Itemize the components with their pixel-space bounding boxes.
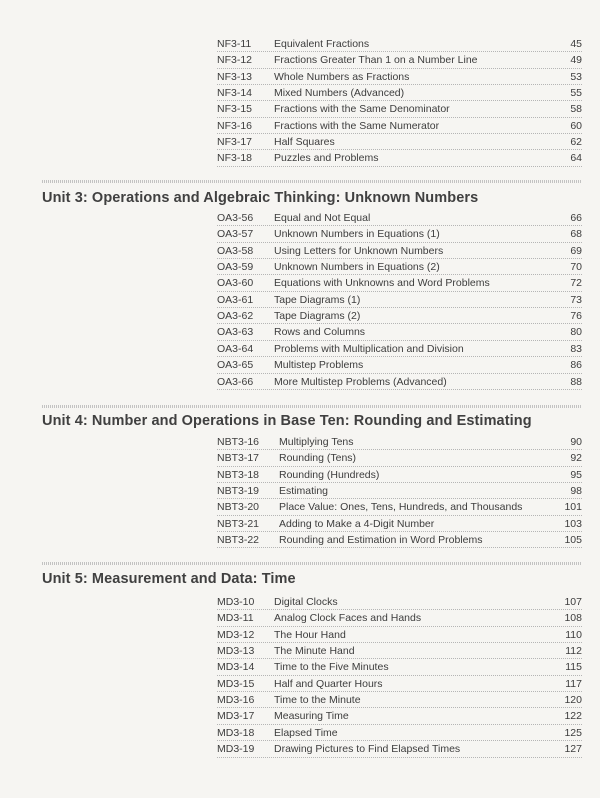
lesson-code: NF3-14: [217, 87, 253, 100]
lesson-code: OA3-62: [217, 310, 254, 323]
lesson-title: Half and Quarter Hours: [274, 677, 383, 690]
page-number: 122: [564, 710, 582, 723]
page-number: 101: [564, 501, 582, 514]
page-number: 108: [564, 612, 582, 625]
lesson-code: OA3-64: [217, 342, 254, 355]
page-number: 112: [565, 645, 582, 658]
page-number: 92: [570, 452, 582, 465]
lesson-code: NBT3-21: [217, 517, 260, 530]
lesson-code: NF3-18: [217, 152, 253, 165]
page-number: 117: [565, 677, 582, 690]
lesson-title: More Multistep Problems (Advanced): [274, 375, 447, 388]
page-number: 107: [564, 596, 582, 608]
lesson-code: OA3-56: [217, 212, 254, 224]
toc-entry: [217, 324, 582, 340]
lesson-title: Unknown Numbers in Equations (1): [274, 228, 440, 241]
lesson-title: Equal and Not Equal: [274, 212, 371, 224]
page-number: 86: [570, 359, 582, 372]
toc-entry: [217, 374, 582, 390]
toc-entry: [217, 36, 582, 52]
page-number: 110: [565, 628, 582, 641]
lesson-title: Tape Diagrams (1): [274, 293, 361, 306]
toc-entry: [217, 725, 582, 741]
lesson-title: Mixed Numbers (Advanced): [274, 87, 405, 100]
toc-entry: [217, 134, 582, 150]
toc-entry: [217, 692, 582, 708]
lesson-code: MD3-12: [217, 628, 255, 641]
lesson-title: The Minute Hand: [274, 645, 355, 658]
lesson-title: Analog Clock Faces and Hands: [274, 612, 422, 625]
toc-entry: [217, 483, 582, 499]
toc-entry: [217, 610, 582, 626]
lesson-title: Fractions with the Same Numerator: [274, 119, 440, 132]
lesson-code: MD3-17: [217, 710, 255, 723]
lesson-code: MD3-15: [217, 677, 255, 690]
toc-entry: [217, 357, 582, 373]
page-number: 53: [570, 70, 582, 83]
lesson-code: OA3-65: [217, 359, 254, 372]
lesson-code: MD3-16: [217, 694, 255, 707]
page-number: 70: [570, 261, 582, 274]
lesson-title: Problems with Multiplication and Division: [274, 342, 464, 355]
lesson-title: Puzzles and Problems: [274, 152, 379, 165]
page-number: 98: [570, 485, 582, 498]
section-divider: [42, 180, 582, 183]
toc-entry: [217, 101, 582, 117]
lesson-code: NF3-16: [217, 119, 253, 132]
lesson-title: Rounding (Tens): [279, 452, 357, 465]
page-number: 80: [570, 326, 582, 339]
toc-entry: [217, 118, 582, 134]
toc-entry: [217, 259, 582, 275]
toc-entry: [217, 450, 582, 466]
lesson-title: Half Squares: [274, 136, 335, 149]
toc-entry: [217, 594, 582, 610]
lesson-title: Equations with Unknowns and Word Problems: [274, 277, 490, 290]
lesson-title: Adding to Make a 4-Digit Number: [279, 517, 435, 530]
toc-entry: [217, 292, 582, 308]
lesson-code: NBT3-20: [217, 501, 260, 514]
lesson-code: NF3-13: [217, 70, 253, 83]
lesson-title: Multistep Problems: [274, 359, 364, 372]
page-number: 120: [564, 694, 582, 707]
page-number: 64: [570, 152, 582, 165]
lesson-code: OA3-60: [217, 277, 254, 290]
toc-entry: [217, 467, 582, 483]
toc-entry: [217, 676, 582, 692]
page-number: 60: [570, 119, 582, 132]
page-number: 69: [570, 244, 582, 257]
page-number: 49: [570, 54, 582, 67]
lesson-code: NF3-17: [217, 136, 253, 149]
toc-entry: [217, 243, 582, 259]
lesson-code: MD3-18: [217, 726, 255, 739]
lesson-code: NBT3-22: [217, 534, 260, 547]
page-number: 115: [565, 661, 582, 674]
page-number: 73: [570, 293, 582, 306]
lesson-title: Fractions with the Same Denominator: [274, 103, 450, 116]
lesson-code: NF3-11: [217, 38, 252, 50]
unit-heading: Unit 4: Number and Operations in Base Ten: Rounding and Estimating: [42, 413, 532, 429]
page-number: 55: [570, 87, 582, 100]
unit-heading: Unit 3: Operations and Algebraic Thinking: Unknown Numbers: [42, 190, 479, 206]
lesson-title: Tape Diagrams (2): [274, 310, 361, 323]
lesson-code: OA3-61: [217, 293, 254, 306]
lesson-code: NBT3-19: [217, 485, 260, 498]
page-number: 76: [570, 310, 582, 323]
page-number: 83: [570, 342, 582, 355]
lesson-title: Digital Clocks: [274, 596, 338, 608]
lesson-title: Multiplying Tens: [279, 436, 354, 448]
toc-entry: [217, 516, 582, 532]
lesson-title: Fractions Greater Than 1 on a Number Line: [274, 54, 478, 67]
toc-entry: [217, 150, 582, 166]
section-divider: [42, 405, 582, 408]
page-number: 88: [570, 375, 582, 388]
page-number: 72: [570, 277, 582, 290]
toc-entry: [217, 708, 582, 724]
lesson-title: The Hour Hand: [274, 628, 346, 641]
toc-entry: [217, 275, 582, 291]
lesson-title: Unknown Numbers in Equations (2): [274, 261, 440, 274]
page-number: 66: [570, 212, 582, 224]
lesson-title: Rounding (Hundreds): [279, 468, 380, 481]
lesson-title: Drawing Pictures to Find Elapsed Times: [274, 743, 461, 756]
lesson-code: OA3-63: [217, 326, 254, 339]
lesson-code: OA3-57: [217, 228, 254, 241]
toc-entry: [217, 52, 582, 68]
toc-entry: [217, 499, 582, 515]
toc-entry: [217, 85, 582, 101]
lesson-code: NBT3-16: [217, 436, 260, 448]
lesson-code: MD3-11: [217, 612, 254, 625]
lesson-code: NBT3-17: [217, 452, 260, 465]
lesson-code: MD3-14: [217, 661, 255, 674]
page-number: 105: [564, 534, 582, 547]
lesson-code: MD3-10: [217, 596, 255, 608]
page-number: 95: [570, 468, 582, 481]
toc-entry: [217, 341, 582, 357]
lesson-title: Using Letters for Unknown Numbers: [274, 244, 444, 257]
lesson-code: OA3-66: [217, 375, 254, 388]
toc-entry: [217, 434, 582, 450]
lesson-title: Elapsed Time: [274, 726, 338, 739]
lesson-title: Estimating: [279, 485, 329, 498]
lesson-code: NF3-12: [217, 54, 253, 67]
toc-entry: [217, 659, 582, 675]
lesson-code: OA3-58: [217, 244, 254, 257]
page-number: 68: [570, 228, 582, 241]
page-number: 45: [570, 38, 582, 50]
toc-entry: [217, 532, 582, 548]
lesson-title: Rows and Columns: [274, 326, 366, 339]
lesson-title: Time to the Five Minutes: [274, 661, 389, 674]
lesson-title: Measuring Time: [274, 710, 349, 723]
page-number: 58: [570, 103, 582, 116]
toc-entry: [217, 210, 582, 226]
lesson-title: Time to the Minute: [274, 694, 361, 707]
toc-entry: [217, 226, 582, 242]
lesson-code: MD3-19: [217, 743, 255, 756]
toc-entry: [217, 308, 582, 324]
toc-entry: [217, 643, 582, 659]
toc-entry: [217, 627, 582, 643]
lesson-title: Whole Numbers as Fractions: [274, 70, 410, 83]
page-number: 90: [570, 436, 582, 448]
lesson-code: MD3-13: [217, 645, 255, 658]
toc-entry: [217, 741, 582, 757]
lesson-title: Equivalent Fractions: [274, 38, 370, 50]
section-divider: [42, 562, 582, 565]
page-number: 62: [570, 136, 582, 149]
page-number: 125: [564, 726, 582, 739]
page-number: 127: [564, 743, 582, 756]
lesson-code: NF3-15: [217, 103, 253, 116]
toc-entry: [217, 69, 582, 85]
lesson-code: NBT3-18: [217, 468, 260, 481]
unit-heading: Unit 5: Measurement and Data: Time: [42, 571, 296, 587]
lesson-title: Rounding and Estimation in Word Problems: [279, 534, 483, 547]
lesson-code: OA3-59: [217, 261, 254, 274]
page-number: 103: [564, 517, 582, 530]
lesson-title: Place Value: Ones, Tens, Hundreds, and Thousands: [279, 501, 523, 514]
